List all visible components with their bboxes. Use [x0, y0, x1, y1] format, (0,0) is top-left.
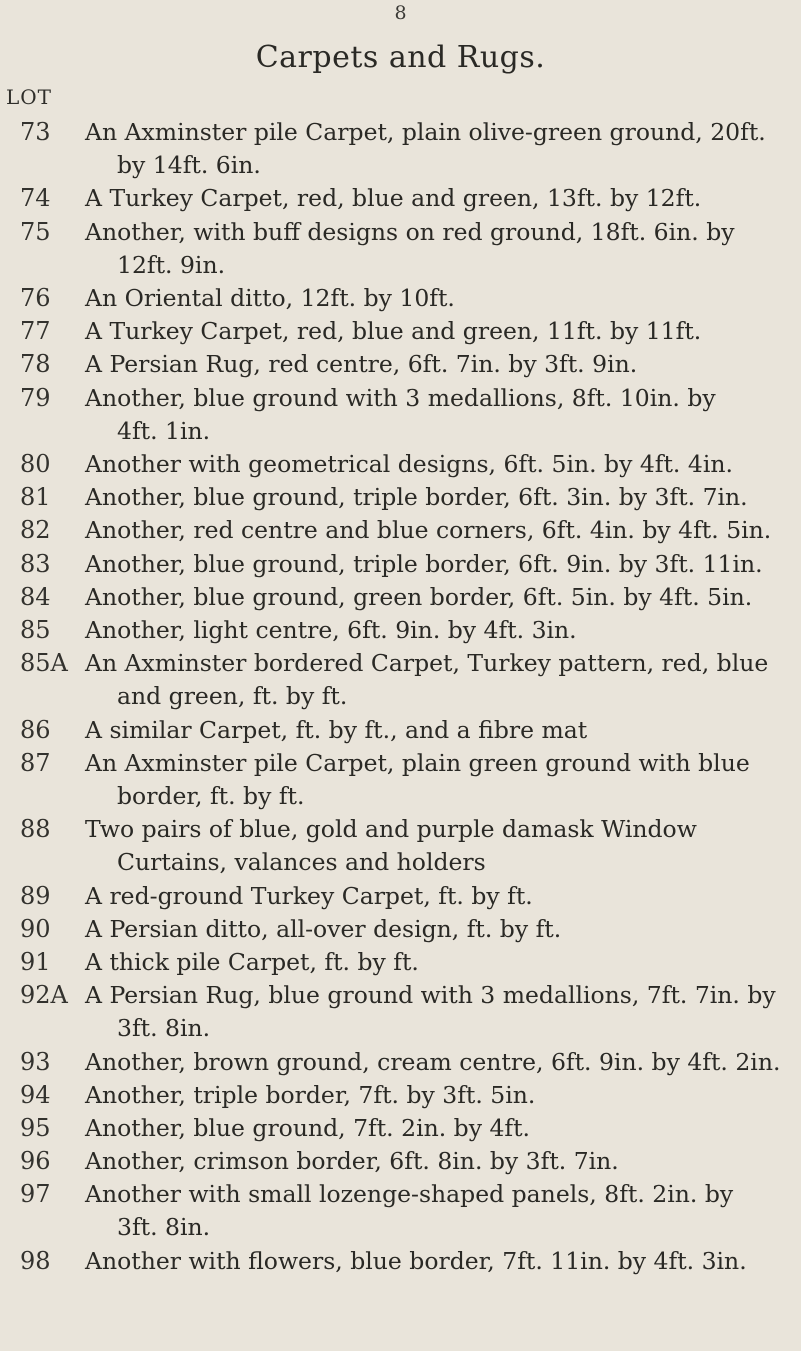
lot-description-line: Another, brown ground, cream centre, 6ft. 9in. by 4ft. 2in. — [85, 1048, 781, 1076]
lot-number: 94 — [20, 1081, 51, 1109]
lot-number: 83 — [20, 550, 51, 578]
lot-description — [85, 880, 790, 913]
lot-description-line: An Oriental ditto, 12ft. by 10ft. — [85, 284, 455, 312]
lot-description-line: An Axminster pile Carpet, plain olive-green ground, 20ft. — [85, 118, 766, 146]
lot-description — [85, 813, 790, 879]
lot-description-continuation: by 14ft. 6in. — [117, 151, 261, 179]
lot-description-line: Another, blue ground with 3 medallions, 8ft. 10in. by — [85, 384, 716, 412]
lot-number: 93 — [20, 1048, 51, 1076]
lot-number: 86 — [20, 716, 51, 744]
lot-description — [85, 315, 790, 348]
lot-description-line: Another, with buff designs on red ground, 18ft. 6in. by — [85, 218, 735, 246]
page-number: 8 — [394, 2, 407, 24]
lot-description — [85, 548, 790, 581]
lot-description — [85, 1178, 790, 1244]
lot-number: 80 — [20, 450, 51, 478]
lot-number: 78 — [20, 350, 51, 378]
lot-description-line: Another, blue ground, triple border, 6ft. 9in. by 3ft. 11in. — [85, 550, 763, 578]
lot-description-continuation: and green, ft. by ft. — [117, 682, 348, 710]
lot-number: 84 — [20, 583, 51, 611]
lot-description-line: A Persian Rug, red centre, 6ft. 7in. by 3ft. 9in. — [85, 350, 638, 378]
lot-description-line: A thick pile Carpet, ft. by ft. — [85, 948, 419, 976]
lot-description-line: An Axminster pile Carpet, plain green ground with blue — [85, 749, 750, 777]
lot-description — [85, 1046, 790, 1079]
lot-description — [85, 182, 790, 215]
lot-description-line: A Persian Rug, blue ground with 3 medallions, 7ft. 7in. by — [85, 981, 776, 1009]
lot-column-label: LOT — [6, 85, 53, 109]
lot-number: 85 — [20, 616, 51, 644]
lot-description — [85, 514, 790, 547]
lot-number: 98 — [20, 1247, 51, 1275]
lot-number: 89 — [20, 882, 51, 910]
lot-description — [85, 448, 790, 481]
lot-number: 74 — [20, 184, 51, 212]
lot-number: 90 — [20, 915, 51, 943]
lot-description — [85, 348, 790, 381]
lot-number: 76 — [20, 284, 51, 312]
lot-description — [85, 1145, 790, 1178]
lot-description-line: An Axminster bordered Carpet, Turkey pattern, red, blue — [85, 649, 769, 677]
lot-number: 82 — [20, 516, 51, 544]
lot-number: 92A — [20, 981, 68, 1009]
lot-number: 77 — [20, 317, 51, 345]
lot-description — [85, 116, 790, 182]
lot-description — [85, 1112, 790, 1145]
lot-description-line: Another, triple border, 7ft. by 3ft. 5in. — [85, 1081, 536, 1109]
lot-description-line: Another, blue ground, triple border, 6ft. 3in. by 3ft. 7in. — [85, 483, 748, 511]
lot-description — [85, 282, 790, 315]
lot-description — [85, 946, 790, 979]
lot-number: 96 — [20, 1147, 51, 1175]
lot-number: 87 — [20, 749, 51, 777]
lot-number: 73 — [20, 118, 51, 146]
lot-description-line: Another, blue ground, green border, 6ft. 5in. by 4ft. 5in. — [85, 583, 753, 611]
page-title: Carpets and Rugs. — [255, 40, 546, 75]
lot-number: 97 — [20, 1180, 51, 1208]
lot-description — [85, 1079, 790, 1112]
lot-number: 85A — [20, 649, 68, 677]
lot-description — [85, 481, 790, 514]
lot-description — [85, 913, 790, 946]
lot-description-line: A similar Carpet, ft. by ft., and a fibre mat — [85, 716, 588, 744]
lot-description-line: Another, light centre, 6ft. 9in. by 4ft. 3in. — [85, 616, 577, 644]
lot-description-line: Another with small lozenge-shaped panels, 8ft. 2in. by — [85, 1180, 734, 1208]
lot-description-line: A Persian ditto, all-over design, ft. by ft. — [85, 915, 562, 943]
lot-description — [85, 382, 790, 448]
lot-description — [85, 1245, 790, 1278]
lot-description-line: Another with geometrical designs, 6ft. 5in. by 4ft. 4in. — [85, 450, 733, 478]
lot-number: 88 — [20, 815, 51, 843]
lot-number: 95 — [20, 1114, 51, 1142]
lot-description-continuation: 3ft. 8in. — [117, 1014, 211, 1042]
lot-description-line: Another, crimson border, 6ft. 8in. by 3ft. 7in. — [85, 1147, 619, 1175]
lot-description-line: Another, red centre and blue corners, 6ft. 4in. by 4ft. 5in. — [85, 516, 772, 544]
lot-description-continuation: Curtains, valances and holders — [117, 848, 486, 876]
lot-description — [85, 747, 790, 813]
lot-description-continuation: 4ft. 1in. — [117, 417, 211, 445]
lot-description-continuation: 3ft. 8in. — [117, 1213, 211, 1241]
lot-description — [85, 979, 790, 1045]
lot-description-line: Two pairs of blue, gold and purple damask Window — [85, 815, 697, 843]
lot-description — [85, 581, 790, 614]
lot-number: 81 — [20, 483, 51, 511]
lot-description-continuation: border, ft. by ft. — [117, 782, 305, 810]
lot-description-line: Another with flowers, blue border, 7ft. 11in. by 4ft. 3in. — [85, 1247, 747, 1275]
lot-description-line: A red-ground Turkey Carpet, ft. by ft. — [85, 882, 533, 910]
lot-description-line: A Turkey Carpet, red, blue and green, 11ft. by 11ft. — [85, 317, 702, 345]
lot-number: 91 — [20, 948, 51, 976]
lot-number: 75 — [20, 218, 51, 246]
lot-description — [85, 714, 790, 747]
lot-description-line: A Turkey Carpet, red, blue and green, 13ft. by 12ft. — [85, 184, 702, 212]
lot-description-line: Another, blue ground, 7ft. 2in. by 4ft. — [85, 1114, 531, 1142]
lot-number: 79 — [20, 384, 51, 412]
lot-description-continuation: 12ft. 9in. — [117, 251, 226, 279]
lot-description — [85, 647, 790, 713]
lot-description — [85, 216, 790, 282]
lot-description — [85, 614, 790, 647]
